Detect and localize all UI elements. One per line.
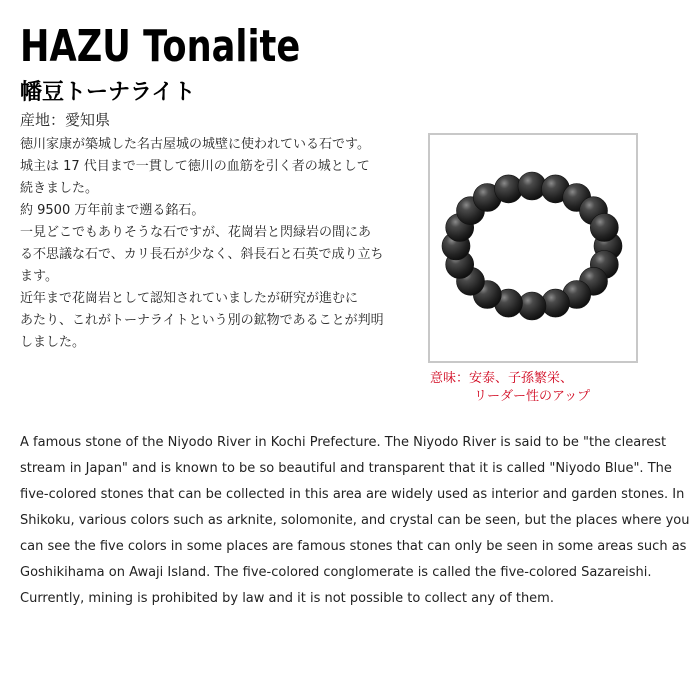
jp-line: る不思議な石で、カリ長石が少なく、斜長石と石英で成り立ち [20,247,384,262]
en-line: Currently, mining is prohibited by law and it is not possible to collect any of them. [20,591,554,606]
jp-line: 一見どこでもありそうな石ですが、花崗岩と閃緑岩の間にあ [20,225,372,240]
english-description [20,430,690,612]
japanese-description [20,134,415,354]
jp-line: しました。 [20,335,86,350]
bracelet-photo [428,133,638,363]
jp-line: 近年まで花崗岩として認知されていましたが研究が進むに [20,291,359,306]
en-line: five-colored stones that can be collected in this area are widely used as interior and garden stones. In [20,487,685,502]
meaning-line-2: リーダー性のアップ [474,389,591,404]
meaning-line-1: 意味：安泰、子孫繁栄、 [430,371,574,386]
en-line: can see the five colors in some places are famous stones that can only be seen in some areas such as [20,539,687,554]
en-line: A famous stone of the Niyodo River in Kochi Prefecture. The Niyodo River is said to be "the clearest [20,435,667,450]
jp-line: 徳川家康が築城した名古屋城の城壁に使われている石です。 [20,137,370,152]
jp-line: あたり、これがトーナライトという別の鉱物であることが判明 [20,313,384,328]
bracelet-image [430,135,636,361]
jp-line: 城主は 17 代目まで一貫して徳川の血筋を引く者の城として [20,159,370,174]
en-line: Goshikihama on Awaji Island. The five-colored conglomerate is called the five-colored Sazareishi. [20,565,652,580]
meaning-text [430,370,590,406]
bead [590,214,618,242]
page-title: HAZU Tonalite [20,21,301,72]
en-line: stream in Japan" and is known to be so beautiful and transparent that it is called "Niyodo Blue". The [20,461,672,476]
origin-label: 産地：愛知県 [20,111,111,129]
page-subtitle: 幡豆トーナライト [20,80,196,105]
jp-line: 続きました。 [20,181,99,196]
jp-line: ます。 [20,269,58,284]
jp-line: 約 9500 万年前まで遡る銘石。 [20,203,205,218]
en-line: Shikoku, various colors such as arknite, solomonite, and crystal can be seen, but the places where you [20,513,690,528]
